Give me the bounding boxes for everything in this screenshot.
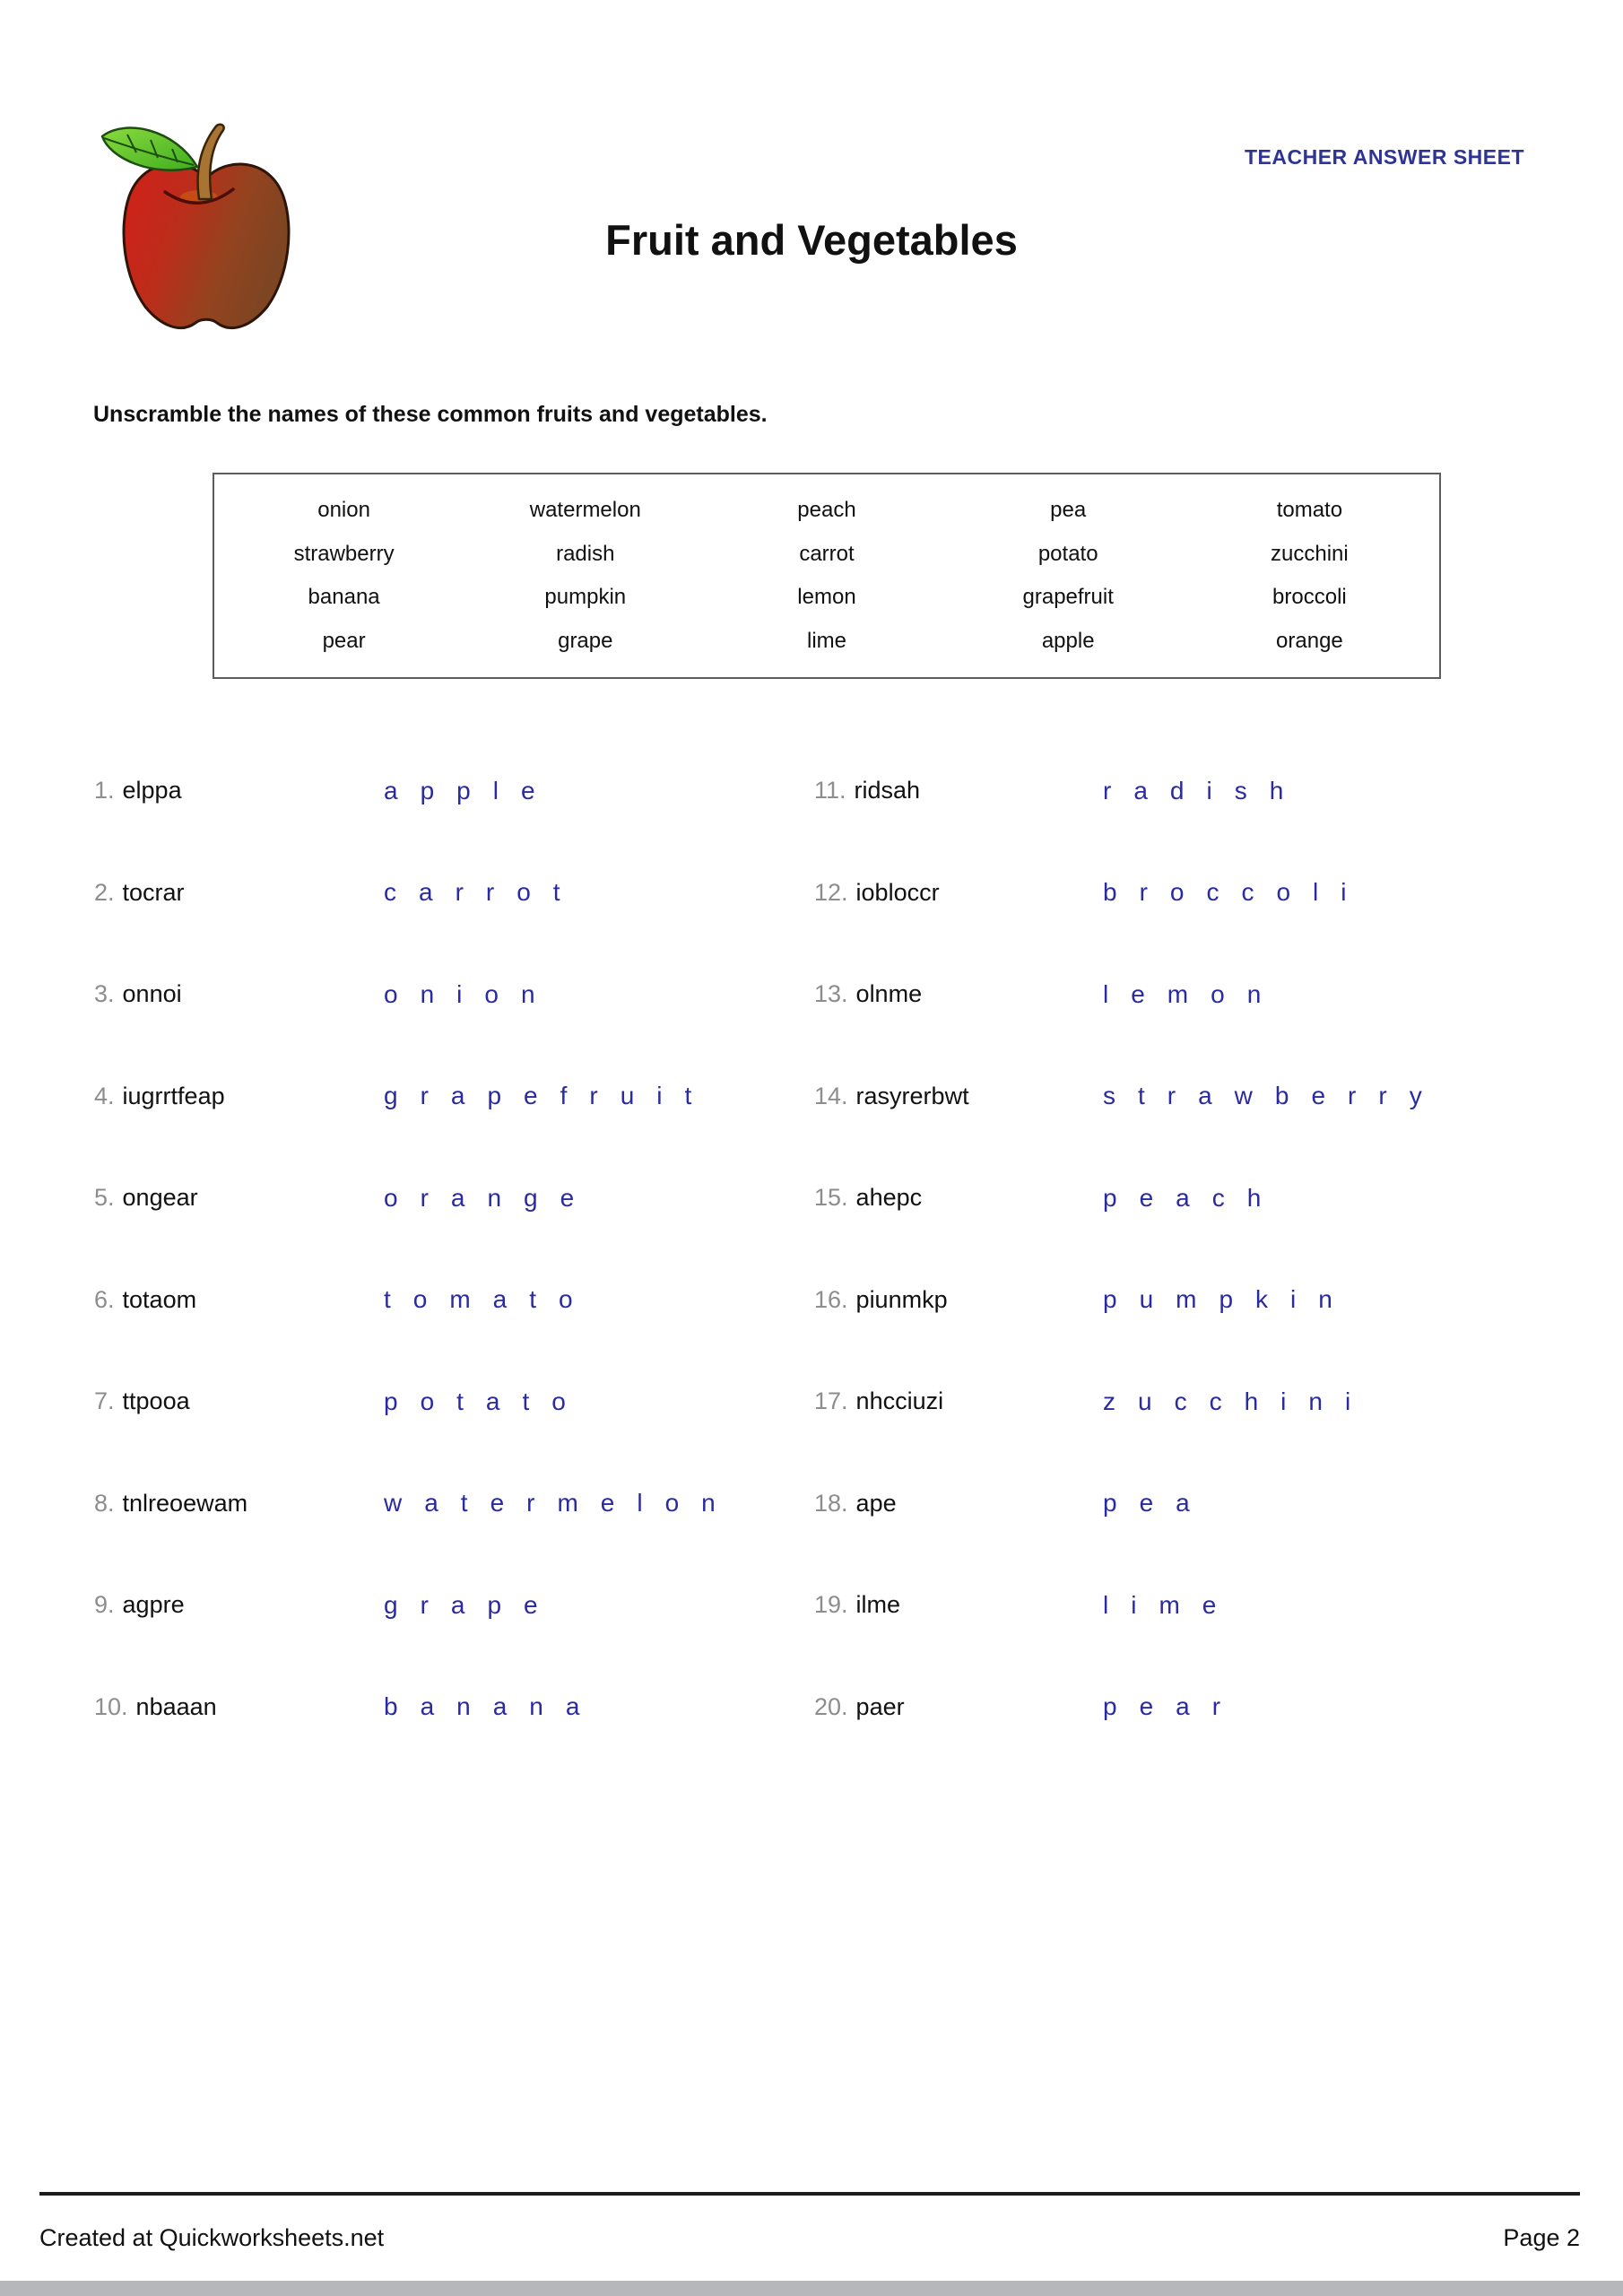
answer-word: radish: [1103, 776, 1306, 804]
word-bank-word: carrot: [799, 541, 855, 566]
answer-word: lime: [1103, 1590, 1239, 1619]
answer-word: orange: [384, 1183, 597, 1212]
word-bank-word: tomato: [1276, 498, 1343, 523]
word-bank-word: grapefruit: [1022, 585, 1114, 610]
scrambled-word: onnoi: [122, 980, 182, 1008]
question-number: 14.: [814, 1082, 848, 1109]
scrambled-word: totaom: [122, 1285, 197, 1313]
question-number: 20.: [814, 1692, 848, 1720]
scrambled-word: elppa: [122, 777, 182, 804]
scrambled-word: paer: [855, 1692, 905, 1720]
question-number: 18.: [814, 1489, 848, 1517]
answer-word: grape: [384, 1590, 560, 1619]
scrambled-word: ape: [855, 1489, 897, 1517]
word-bank-word: peach: [797, 498, 856, 523]
question-row: [0, 944, 1623, 1046]
scrambled-word: ridsah: [854, 777, 921, 804]
word-bank-word: potato: [1037, 541, 1098, 566]
word-bank-word: apple: [1041, 628, 1095, 653]
questions-list: [0, 740, 1623, 1758]
question-number: 3.: [94, 980, 115, 1008]
teacher-answer-sheet-label: TEACHER ANSWER SHEET: [1245, 145, 1524, 169]
question-row: [0, 1351, 1623, 1453]
scrambled-word: ilme: [855, 1591, 901, 1619]
scrambled-word: tocrar: [122, 878, 185, 906]
word-bank-word: pea: [1050, 498, 1087, 523]
word-bank-word: grape: [558, 628, 613, 653]
scrambled-word: iobloccr: [855, 878, 940, 906]
question-row: [0, 1147, 1623, 1249]
word-bank-word: lime: [806, 628, 846, 653]
answer-word: grapefruit: [384, 1082, 715, 1110]
footer-divider: [39, 2192, 1580, 2196]
scrambled-word: ttpooa: [122, 1387, 190, 1415]
question-number: 5.: [94, 1184, 115, 1212]
scrambled-word: piunmkp: [855, 1285, 948, 1313]
word-bank-word: zucchini: [1271, 541, 1349, 566]
question-number: 10.: [94, 1692, 128, 1720]
instruction-text: Unscramble the names of these common fruits and vegetables.: [93, 402, 768, 427]
word-bank-word: pear: [322, 628, 366, 653]
scrambled-word: ongear: [122, 1184, 198, 1212]
question-number: 12.: [814, 878, 848, 906]
question-row: [0, 1046, 1623, 1148]
page-bottom-edge: [0, 2281, 1623, 2296]
answer-word: peach: [1103, 1183, 1284, 1212]
answer-word: banana: [384, 1692, 603, 1721]
page-title: Fruit and Vegetables: [605, 216, 1018, 264]
answer-word: carrot: [384, 878, 583, 907]
question-number: 17.: [814, 1387, 848, 1415]
answer-word: pea: [1103, 1489, 1212, 1518]
word-bank-word: pumpkin: [544, 585, 627, 610]
word-bank-box: [213, 473, 1441, 679]
question-number: 9.: [94, 1591, 115, 1619]
answer-word: zucchini: [1103, 1387, 1374, 1415]
question-number: 13.: [814, 980, 848, 1008]
word-bank-word: onion: [317, 498, 370, 523]
answer-word: tomato: [384, 1285, 595, 1314]
scrambled-word: olnme: [855, 980, 923, 1008]
answer-word: apple: [384, 776, 558, 804]
question-row: [0, 1249, 1623, 1352]
scrambled-word: iugrrtfeap: [122, 1082, 225, 1109]
question-number: 4.: [94, 1082, 115, 1109]
answer-word: onion: [384, 979, 558, 1008]
question-row: [0, 740, 1623, 842]
word-bank-word: lemon: [797, 585, 856, 610]
question-row: [0, 842, 1623, 944]
word-bank-word: strawberry: [293, 541, 395, 566]
question-number: 7.: [94, 1387, 115, 1415]
answer-word: broccoli: [1103, 878, 1369, 907]
question-number: 19.: [814, 1591, 848, 1619]
question-row: [0, 1453, 1623, 1555]
question-number: 2.: [94, 878, 115, 906]
answer-word: strawberry: [1103, 1082, 1445, 1110]
answer-word: pumpkin: [1103, 1285, 1355, 1314]
word-bank-word: banana: [308, 585, 380, 610]
word-bank-word: orange: [1276, 628, 1343, 653]
question-number: 1.: [94, 777, 115, 804]
answer-word: potato: [384, 1387, 588, 1415]
question-number: 16.: [814, 1285, 848, 1313]
scrambled-word: rasyrerbwt: [855, 1082, 969, 1109]
question-number: 8.: [94, 1489, 115, 1517]
scrambled-word: nbaaan: [135, 1692, 217, 1720]
word-bank-word: broccoli: [1272, 585, 1347, 610]
question-row: [0, 1554, 1623, 1657]
scrambled-word: agpre: [122, 1591, 185, 1619]
question-row: [0, 1657, 1623, 1759]
word-bank-word: radish: [556, 541, 615, 566]
question-number: 15.: [814, 1184, 848, 1212]
question-number: 6.: [94, 1285, 115, 1313]
answer-word: lemon: [1103, 979, 1284, 1008]
footer-credit: Created at Quickworksheets.net: [39, 2224, 385, 2251]
scrambled-word: tnlreoewam: [122, 1489, 248, 1517]
answer-word: pear: [1103, 1692, 1244, 1721]
answer-word: watermelon: [384, 1489, 738, 1518]
footer: [39, 2224, 1580, 2252]
scrambled-word: ahepc: [855, 1184, 923, 1212]
page-number: Page 2: [1503, 2224, 1580, 2251]
scrambled-word: nhcciuzi: [855, 1387, 944, 1415]
question-number: 11.: [814, 777, 846, 804]
word-bank-word: watermelon: [529, 498, 641, 523]
